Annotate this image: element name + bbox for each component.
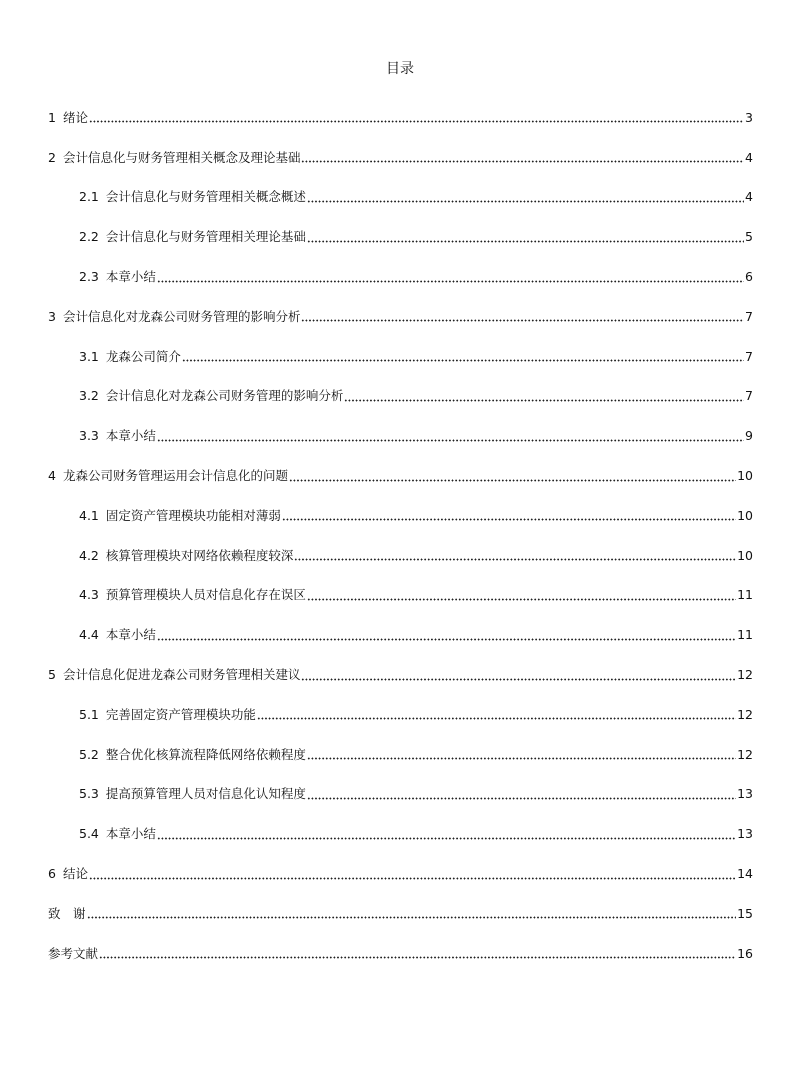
toc-entry-text: 致 谢 bbox=[48, 905, 86, 921]
toc-entry-text: 本章小结 bbox=[105, 428, 156, 444]
dot-leader bbox=[289, 475, 736, 485]
toc-entry[interactable] bbox=[48, 655, 753, 695]
toc-title: 目录 bbox=[386, 61, 414, 77]
toc-entry-number: 5.2 bbox=[79, 746, 99, 762]
toc-entry-number: 2 bbox=[48, 149, 56, 165]
toc-entry-page: 10 bbox=[737, 547, 753, 563]
dot-leader bbox=[99, 953, 736, 963]
dot-leader bbox=[307, 594, 736, 604]
toc-entry[interactable] bbox=[48, 456, 753, 496]
toc-entry[interactable] bbox=[48, 416, 753, 456]
toc-entry-number: 3.3 bbox=[79, 428, 99, 444]
toc-entry-page: 12 bbox=[737, 746, 753, 762]
toc-entry-page: 10 bbox=[737, 468, 753, 484]
toc-entry-page: 13 bbox=[737, 826, 753, 842]
toc-entry-text: 龙森公司简介 bbox=[105, 348, 181, 364]
toc-entry-number: 4.3 bbox=[79, 587, 99, 603]
toc-entry[interactable] bbox=[48, 894, 753, 934]
toc-entry-page: 10 bbox=[737, 507, 753, 523]
toc-entry[interactable] bbox=[48, 934, 753, 974]
dot-leader bbox=[301, 674, 736, 684]
toc-entry-text: 会计信息化对龙森公司财务管理的影响分析 bbox=[62, 308, 301, 324]
toc-entry[interactable] bbox=[48, 337, 753, 377]
dot-leader bbox=[307, 196, 744, 206]
dot-leader bbox=[301, 157, 744, 167]
toc-entry[interactable] bbox=[48, 775, 753, 815]
toc-entry-number: 5.3 bbox=[79, 786, 99, 802]
dot-leader bbox=[282, 515, 736, 525]
dot-leader bbox=[157, 435, 744, 445]
toc-entry[interactable] bbox=[48, 496, 753, 536]
dot-leader bbox=[307, 793, 736, 803]
dot-leader bbox=[301, 316, 744, 326]
dot-leader bbox=[307, 754, 736, 764]
dot-leader bbox=[257, 714, 736, 724]
toc-entry-text: 会计信息化对龙森公司财务管理的影响分析 bbox=[105, 388, 344, 404]
toc-entry-number: 6 bbox=[48, 866, 56, 882]
toc-entry-number: 4.1 bbox=[79, 507, 99, 523]
dot-leader bbox=[307, 236, 744, 246]
toc-entry-page: 7 bbox=[745, 308, 753, 324]
toc-entry-text: 预算管理模块人员对信息化存在误区 bbox=[105, 587, 306, 603]
toc-entry[interactable] bbox=[48, 297, 753, 337]
toc-entry-text: 会计信息化与财务管理相关概念及理论基础 bbox=[62, 149, 301, 165]
toc-entry-text: 本章小结 bbox=[105, 269, 156, 285]
dot-leader bbox=[157, 833, 736, 843]
toc-entry-number: 3 bbox=[48, 308, 56, 324]
toc-entry-page: 4 bbox=[745, 189, 753, 205]
toc-entry-text: 龙森公司财务管理运用会计信息化的问题 bbox=[62, 468, 288, 484]
toc-entry-text: 参考文献 bbox=[48, 945, 99, 961]
toc-entry-number: 4 bbox=[48, 468, 56, 484]
toc-entry-page: 11 bbox=[737, 627, 753, 643]
toc-entry-number: 1 bbox=[48, 109, 56, 125]
toc-entry-number: 3.2 bbox=[79, 388, 99, 404]
toc-entry-text: 会计信息化与财务管理相关概念概述 bbox=[105, 189, 306, 205]
toc-entry-number: 2.2 bbox=[79, 229, 99, 245]
toc-entry-number: 4.2 bbox=[79, 547, 99, 563]
toc-entry[interactable] bbox=[48, 735, 753, 775]
toc-entry[interactable] bbox=[48, 536, 753, 576]
toc-entry-page: 14 bbox=[737, 866, 753, 882]
dot-leader bbox=[294, 555, 736, 565]
toc-entry-page: 15 bbox=[737, 905, 753, 921]
toc-entry[interactable] bbox=[48, 138, 753, 178]
table-of-contents bbox=[48, 98, 753, 974]
toc-entry[interactable] bbox=[48, 217, 753, 257]
toc-entry-text: 结论 bbox=[62, 866, 88, 882]
toc-entry[interactable] bbox=[48, 178, 753, 218]
toc-entry-page: 13 bbox=[737, 786, 753, 802]
toc-entry-page: 4 bbox=[745, 149, 753, 165]
toc-entry-page: 7 bbox=[745, 348, 753, 364]
toc-entry-page: 7 bbox=[745, 388, 753, 404]
toc-entry[interactable] bbox=[48, 615, 753, 655]
toc-entry-number: 5.1 bbox=[79, 706, 99, 722]
toc-entry-text: 核算管理模块对网络依赖程度较深 bbox=[105, 547, 294, 563]
toc-entry-text: 绪论 bbox=[62, 109, 88, 125]
toc-entry[interactable] bbox=[48, 814, 753, 854]
toc-entry-page: 11 bbox=[737, 587, 753, 603]
toc-entry-number: 2.3 bbox=[79, 269, 99, 285]
dot-leader bbox=[344, 395, 744, 405]
toc-entry[interactable] bbox=[48, 257, 753, 297]
toc-entry-number: 5 bbox=[48, 667, 56, 683]
dot-leader bbox=[157, 276, 744, 286]
toc-entry-page: 12 bbox=[737, 706, 753, 722]
dot-leader bbox=[157, 634, 736, 644]
toc-entry-page: 12 bbox=[737, 667, 753, 683]
toc-entry-text: 会计信息化与财务管理相关理论基础 bbox=[105, 229, 306, 245]
dot-leader bbox=[182, 356, 744, 366]
toc-entry-page: 9 bbox=[745, 428, 753, 444]
toc-entry-text: 本章小结 bbox=[105, 627, 156, 643]
toc-entry-page: 5 bbox=[745, 229, 753, 245]
toc-entry-text: 整合优化核算流程降低网络依赖程度 bbox=[105, 746, 306, 762]
toc-entry-number: 4.4 bbox=[79, 627, 99, 643]
dot-leader bbox=[89, 117, 744, 127]
toc-entry-text: 固定资产管理模块功能相对薄弱 bbox=[105, 507, 281, 523]
toc-entry[interactable] bbox=[48, 695, 753, 735]
toc-entry[interactable] bbox=[48, 377, 753, 417]
toc-entry-page: 16 bbox=[737, 945, 753, 961]
toc-entry-number: 2.1 bbox=[79, 189, 99, 205]
toc-entry-number: 3.1 bbox=[79, 348, 99, 364]
toc-entry-text: 本章小结 bbox=[105, 826, 156, 842]
dot-leader bbox=[87, 913, 737, 923]
toc-entry-text: 会计信息化促进龙森公司财务管理相关建议 bbox=[62, 667, 301, 683]
toc-entry-number: 5.4 bbox=[79, 826, 99, 842]
toc-entry-text: 完善固定资产管理模块功能 bbox=[105, 706, 256, 722]
toc-entry[interactable] bbox=[48, 854, 753, 894]
toc-entry-text: 提高预算管理人员对信息化认知程度 bbox=[105, 786, 306, 802]
dot-leader bbox=[89, 873, 736, 883]
toc-entry[interactable] bbox=[48, 98, 753, 138]
toc-entry[interactable] bbox=[48, 576, 753, 616]
toc-entry-page: 6 bbox=[745, 269, 753, 285]
toc-entry-page: 3 bbox=[745, 109, 753, 125]
